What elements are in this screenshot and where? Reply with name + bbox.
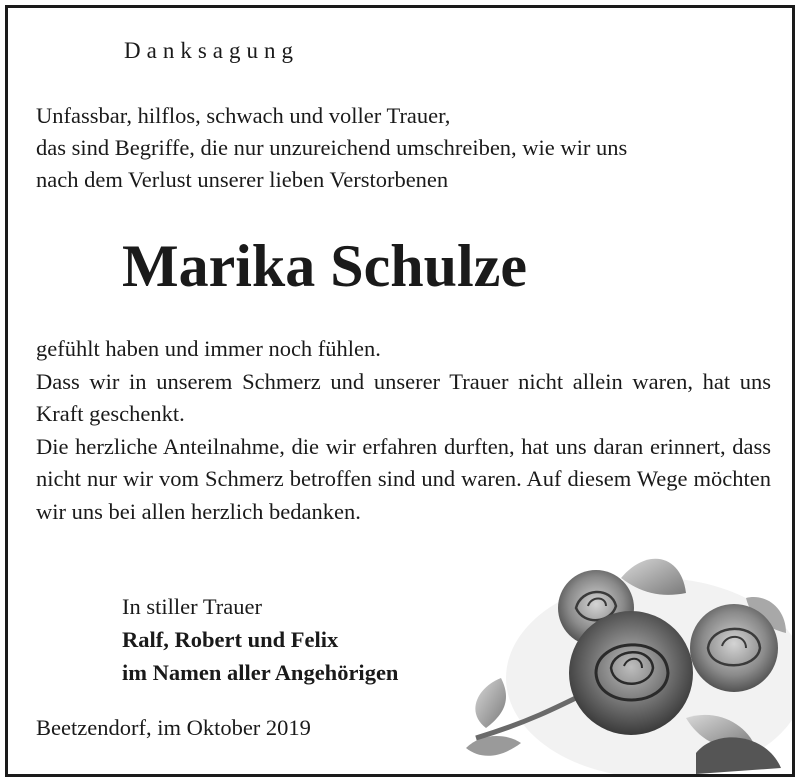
- place-date: Beetzendorf, im Oktober 2019: [36, 715, 311, 740]
- closing-line: In stiller Trauer: [122, 594, 262, 619]
- body-paragraph: Die herzliche Anteilnahme, die wir erfahren durften, hat uns daran erinnert, dass nicht nur wir vom Schmerz betroffen sind und waren. Auf diesem Wege möchten wir uns bei allen herzlich bedanken.: [36, 433, 771, 524]
- body-text: [36, 333, 771, 528]
- mourners-names: Ralf, Robert und Felix: [122, 627, 339, 652]
- body-paragraph: gefühlt haben und immer noch fühlen.: [36, 336, 381, 361]
- closing-block: [122, 590, 398, 689]
- intro-text: [36, 100, 771, 196]
- deceased-name: Marika Schulze: [122, 233, 527, 299]
- mourners-relatives: im Namen aller Angehörigen: [122, 660, 399, 685]
- notice-heading: Danksagung: [124, 38, 299, 63]
- intro-line: das sind Begriffe, die nur unzureichend umschreiben, wie wir uns: [36, 135, 628, 160]
- obituary-notice: [5, 5, 795, 777]
- body-paragraph: Dass wir in unserem Schmerz und unserer Trauer nicht allein waren, hat uns Kraft geschenkt.: [36, 368, 771, 426]
- intro-line: nach dem Verlust unserer lieben Verstorbenen: [36, 167, 449, 192]
- intro-line: Unfassbar, hilflos, schwach und voller Trauer,: [36, 103, 451, 128]
- roses-image: [446, 538, 792, 774]
